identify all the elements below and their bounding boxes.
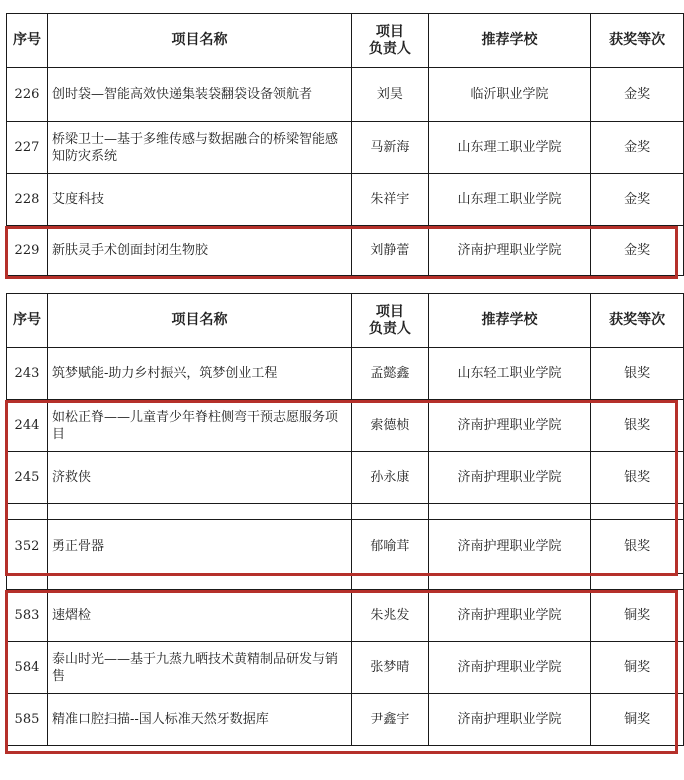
row-no: 244 [7,400,48,452]
table-row [7,122,684,174]
header-name: 项目名称 [47,294,351,348]
highlight-frame-gold [5,226,678,279]
row-leader: 孙永康 [351,452,428,504]
row-award: 金奖 [591,122,684,174]
header-leader [351,14,428,68]
header-no: 序号 [7,14,48,68]
row-school: 济南护理职业学院 [428,694,590,746]
header-leader-line2: 负责人 [368,320,411,337]
row-award: 金奖 [591,174,684,226]
row-name: 如松正脊——儿童青少年脊柱侧弯干预志愿服务项目 [47,400,351,452]
row-no: 352 [7,520,48,574]
row-no: 228 [7,174,48,226]
table-row [7,348,684,400]
table-row [7,68,684,122]
row-no: 243 [7,348,48,400]
row-school: 山东理工职业学院 [428,122,590,174]
row-name: 新肤灵手术创面封闭生物胶 [47,226,351,276]
row-award: 铜奖 [591,694,684,746]
row-school: 济南护理职业学院 [428,590,590,642]
row-name: 济救侠 [47,452,351,504]
row-school: 济南护理职业学院 [428,226,590,276]
row-award: 银奖 [591,348,684,400]
row-award: 银奖 [591,520,684,574]
row-no: 226 [7,68,48,122]
row-school: 济南护理职业学院 [428,642,590,694]
table-row [7,174,684,226]
row-leader: 刘昊 [351,68,428,122]
row-leader: 张梦晴 [351,642,428,694]
row-no: 585 [7,694,48,746]
header-no: 序号 [7,294,48,348]
row-name: 桥梁卫士—基于多维传感与数据融合的桥梁智能感知防灾系统 [47,122,351,174]
table-header-row [7,294,684,348]
row-award: 银奖 [591,452,684,504]
header-name: 项目名称 [47,14,351,68]
row-name: 创时袋—智能高效快递集装袋翻袋设备领航者 [47,68,351,122]
header-award: 获奖等次 [591,294,684,348]
row-no: 229 [7,226,48,276]
row-leader: 索德桢 [351,400,428,452]
row-award: 金奖 [591,68,684,122]
header-leader-line1: 项目 [375,303,404,320]
row-school: 临沂职业学院 [428,68,590,122]
header-leader-line1: 项目 [375,23,404,40]
row-name: 精准口腔扫描--国人标准天然牙数据库 [47,694,351,746]
header-school: 推荐学校 [428,294,590,348]
row-name: 泰山时光——基于九蒸九晒技术黄精制品研发与销售 [47,642,351,694]
row-name: 速熠检 [47,590,351,642]
row-leader: 郁喻茸 [351,520,428,574]
row-award: 铜奖 [591,590,684,642]
row-no: 227 [7,122,48,174]
row-no: 583 [7,590,48,642]
row-school: 济南护理职业学院 [428,520,590,574]
row-name: 艾度科技 [47,174,351,226]
row-school: 济南护理职业学院 [428,452,590,504]
row-leader: 朱祥宇 [351,174,428,226]
row-name: 勇正骨器 [47,520,351,574]
row-leader: 孟懿鑫 [351,348,428,400]
header-school: 推荐学校 [428,14,590,68]
row-award: 银奖 [591,400,684,452]
row-award: 铜奖 [591,642,684,694]
row-no: 584 [7,642,48,694]
header-award: 获奖等次 [591,14,684,68]
header-leader-line2: 负责人 [368,40,411,57]
row-award: 金奖 [591,226,684,276]
row-school: 山东理工职业学院 [428,174,590,226]
row-name: 筑梦赋能-助力乡村振兴，筑梦创业工程 [47,348,351,400]
row-leader: 刘静蕾 [351,226,428,276]
row-school: 山东轻工职业学院 [428,348,590,400]
table-header-row [7,14,684,68]
row-leader: 朱兆发 [351,590,428,642]
highlight-frame-bronze [5,590,678,754]
row-leader: 马新海 [351,122,428,174]
row-school: 济南护理职业学院 [428,400,590,452]
row-leader: 尹鑫宇 [351,694,428,746]
header-leader [351,294,428,348]
highlight-frame-silver [5,400,678,576]
row-no: 245 [7,452,48,504]
